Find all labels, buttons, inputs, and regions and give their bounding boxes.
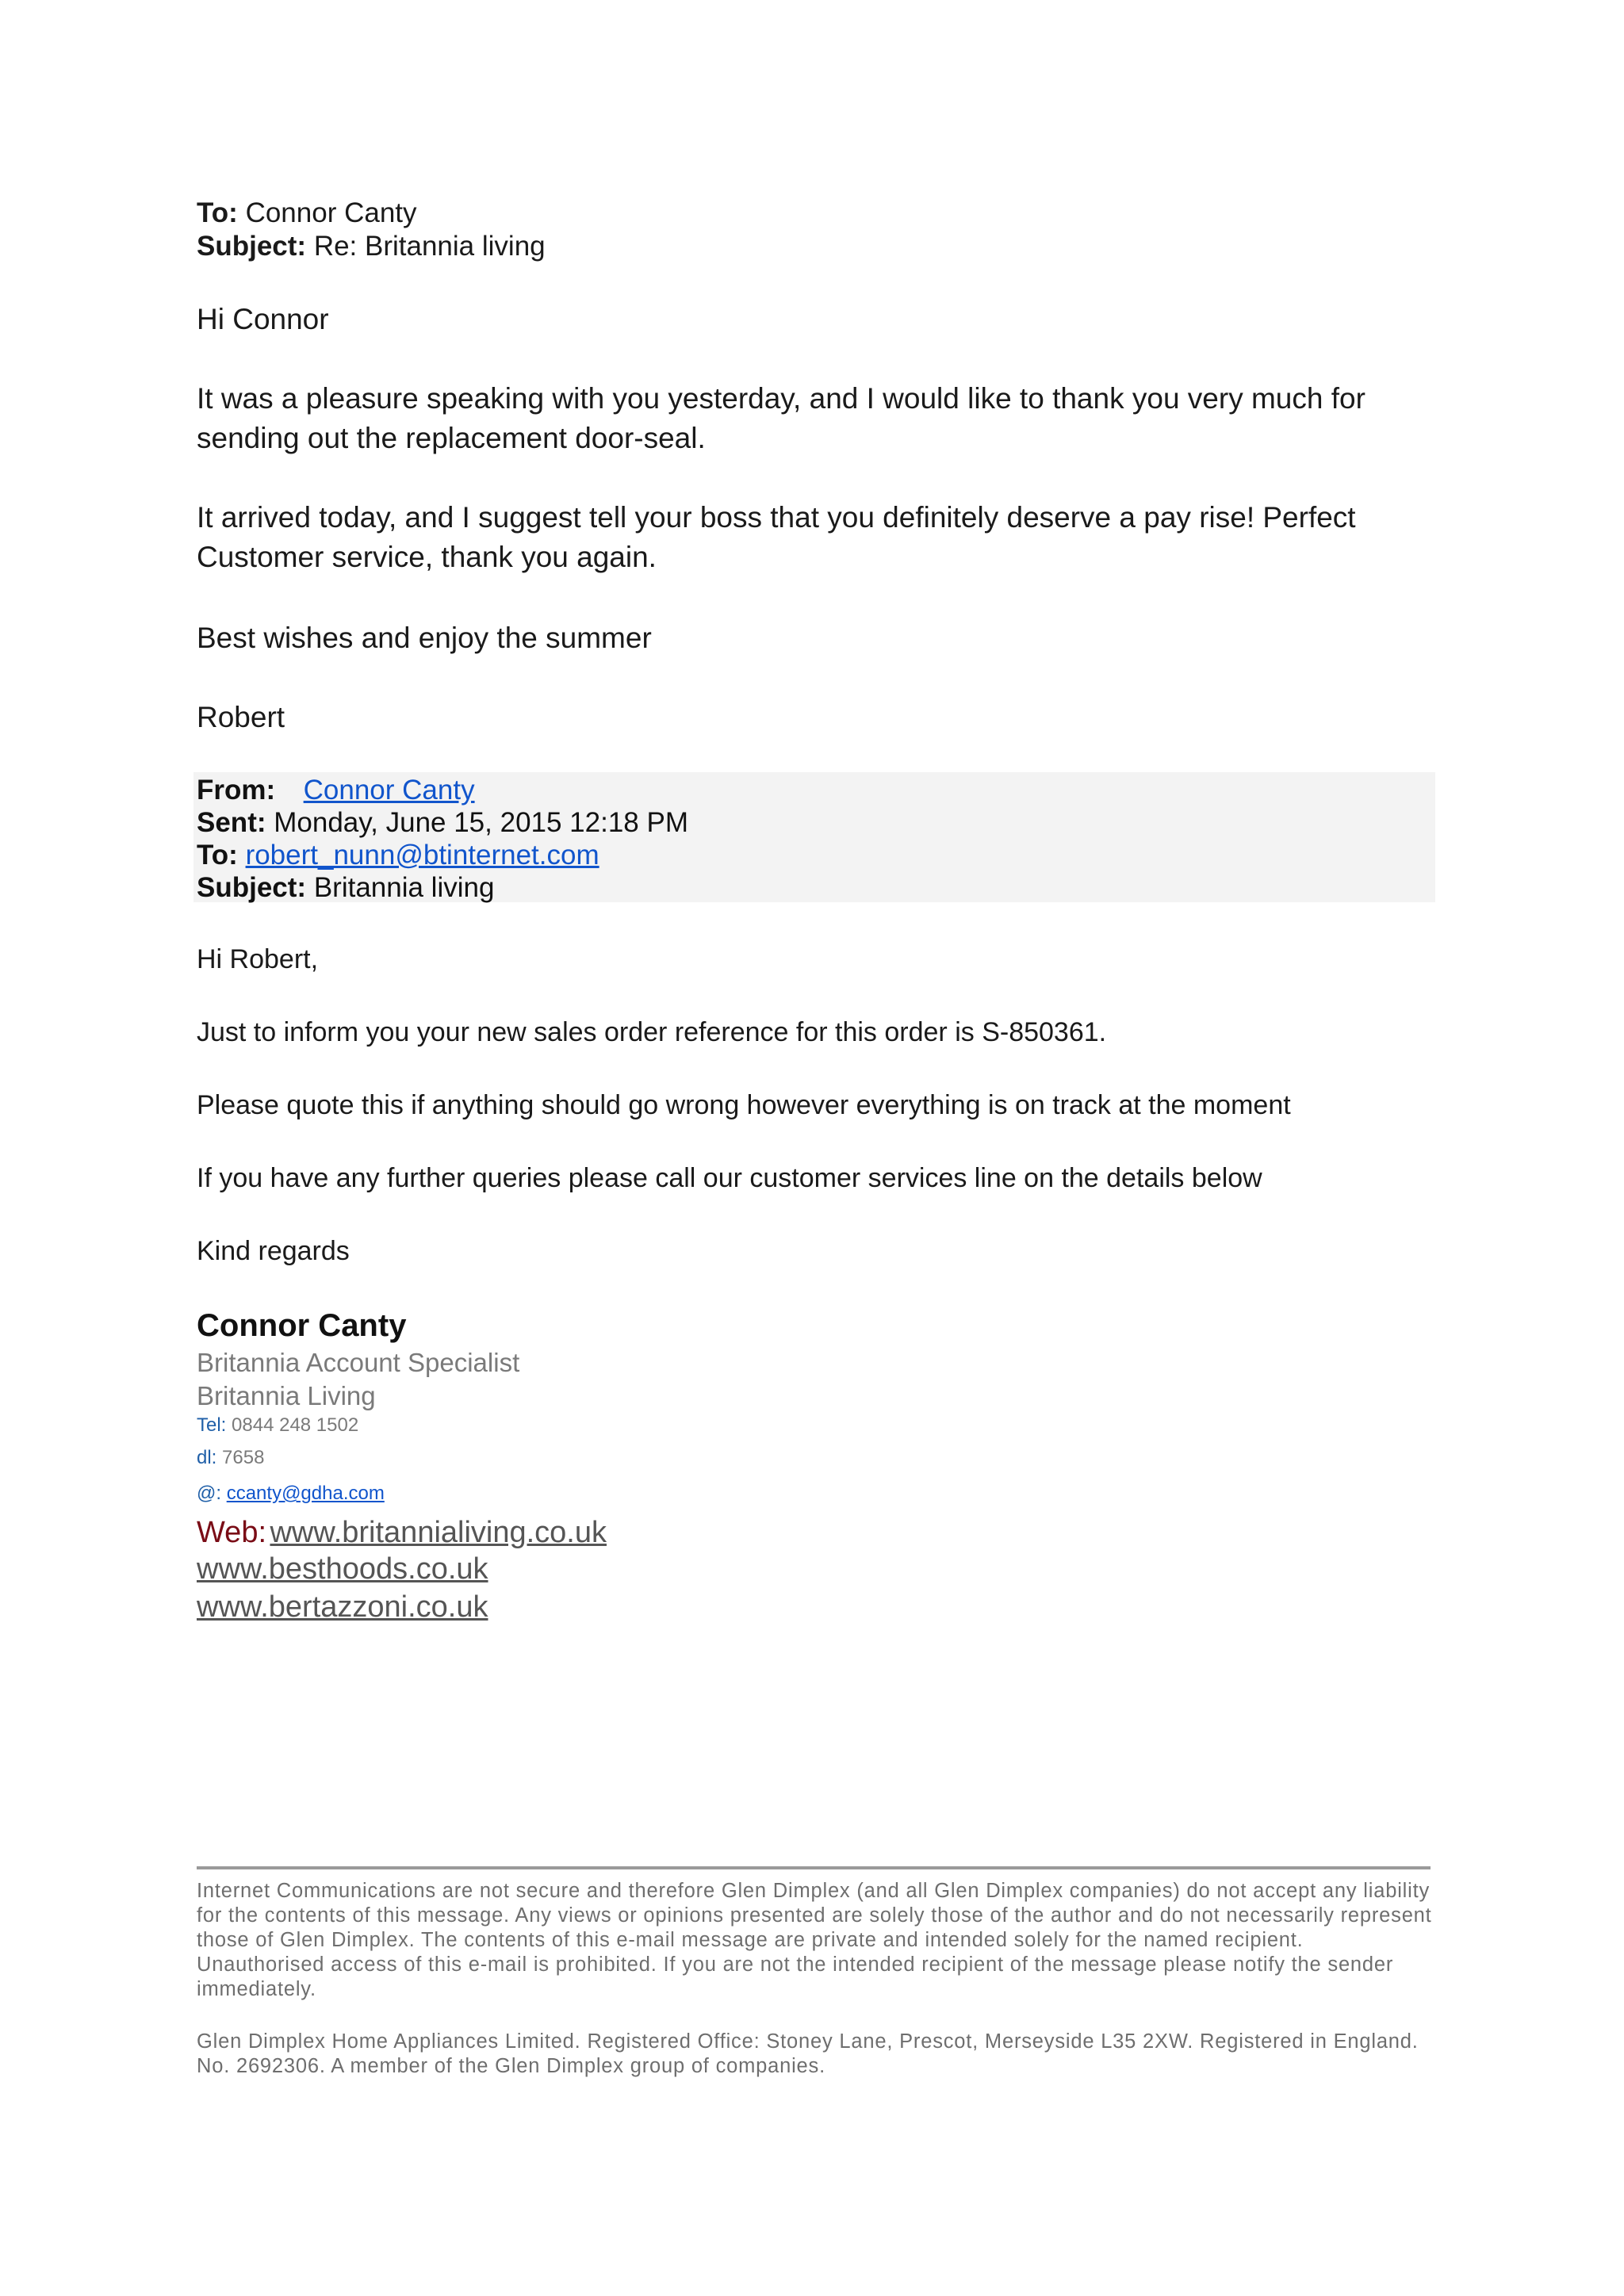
signature-email-link[interactable]: ccanty@gdha.com [226,1483,385,1504]
reply-to-value: Connor Canty [245,197,417,228]
web-link-britannialiving[interactable]: www.britannialiving.co.uk [270,1516,607,1549]
original-line-2: Please quote this if anything should go wrong however everything is on track at the moment [197,1090,1291,1120]
reply-paragraph-1: It was a pleasure speaking with you yesterday, and I would like to thank you very much for sending out the replacement door-seal. [197,382,1365,454]
signature-name: Connor Canty [197,1308,407,1343]
quoted-to-label: To: [197,840,238,871]
signature-title: Britannia Account Specialist [197,1348,520,1377]
quoted-subject-value: Britannia living [313,872,495,903]
reply-subject-line [197,230,546,263]
quoted-subject-label: Subject: [197,872,307,903]
signature-tel-line [197,1414,358,1437]
signature-tel-value: 0844 248 1502 [232,1414,359,1436]
quoted-to-email-link[interactable]: robert_nunn@btinternet.com [245,840,599,871]
web-link-bertazzoni[interactable]: www.bertazzoni.co.uk [197,1590,488,1624]
quoted-sent-label: Sent: [197,807,266,838]
quoted-to-line [197,839,599,871]
signature-web-line [197,1516,607,1550]
signature-tel-label: Tel: [197,1414,227,1436]
signature-dl-label: dl: [197,1447,217,1468]
reply-paragraph-2: It arrived today, and I suggest tell your boss that you definitely deserve a pay rise! Perfect Customer service, thank you again. [197,501,1356,573]
reply-to-label: To: [197,197,238,228]
original-line-3: If you have any further queries please call our customer services line on the details below [197,1163,1262,1193]
quoted-from-label: From: [197,775,276,806]
signature-email-line [197,1483,385,1505]
original-closing: Kind regards [197,1236,350,1266]
disclaimer-paragraph-1: Internet Communications are not secure and therefore Glen Dimplex (and all Glen Dimplex companies) do not accept any liability for the contents of this message. Any views or opinions presented are solely those of the author and do not necessarily represent those of Glen Dimplex. The contents of this e-mail message are private and intended solely for the named recipient. Unauthorised access of this e-mail is prohibited. If you are not the intended recipient of the message please notify the sender immediately. [197,1880,1432,2000]
reply-to-line [197,197,417,230]
signature-web-label: Web: [197,1516,267,1549]
quoted-subject-line [197,871,494,904]
reply-greeting: Hi Connor [197,303,329,335]
original-line-1: Just to inform you your new sales order reference for this order is S-850361. [197,1017,1107,1047]
signature-company: Britannia Living [197,1381,376,1410]
quoted-sent-value: Monday, June 15, 2015 12:18 PM [274,807,688,838]
original-greeting: Hi Robert, [197,944,319,974]
signature-email-label: @: [197,1483,222,1504]
reply-signoff: Robert [197,701,285,733]
web-link-besthoods[interactable]: www.besthoods.co.uk [197,1552,488,1586]
quoted-from-line [197,774,475,806]
disclaimer-paragraph-2: Glen Dimplex Home Appliances Limited. Registered Office: Stoney Lane, Prescot, Merseyside L35 2XW. Registered in England. No. 2692306. A member of the Glen Dimplex group of companies. [197,2030,1419,2077]
disclaimer-divider [197,1866,1431,1869]
signature-dl-value: 7658 [222,1447,265,1468]
quoted-sent-line [197,806,688,839]
reply-subject-label: Subject: [197,231,307,262]
quoted-from-link[interactable]: Connor Canty [303,775,475,806]
signature-dl-line [197,1447,264,1469]
reply-paragraph-3: Best wishes and enjoy the summer [197,622,652,654]
reply-subject-value: Re: Britannia living [313,231,546,262]
